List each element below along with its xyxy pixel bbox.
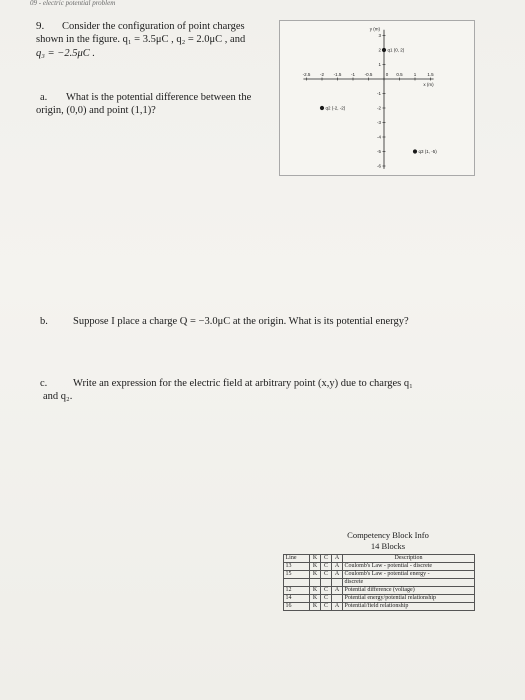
table-row: [284, 603, 475, 611]
row-c: C: [321, 587, 332, 595]
x-tick-label: 1.5: [427, 72, 434, 77]
row-a: A: [332, 563, 343, 571]
x-tick-label: -0.5: [364, 72, 373, 77]
competency-title: Competency Block Info: [347, 530, 429, 540]
competency-header-row: [284, 555, 475, 563]
row-a: A: [332, 571, 343, 579]
row-description: Coulomb's Law - potential - discrete: [343, 563, 475, 571]
row-c: C: [321, 563, 332, 571]
row-k: K: [310, 563, 321, 571]
charge-point-2: [320, 106, 324, 110]
problem-number: 9.: [36, 20, 45, 32]
x-axis-label: x (m): [423, 82, 434, 87]
row-description: Coulomb's Law - potential energy -: [343, 571, 475, 579]
y-tick-label: -4: [376, 134, 381, 140]
y-tick-label: 2: [378, 47, 381, 53]
part-c-label: c.: [40, 378, 48, 389]
table-row: [284, 563, 475, 571]
row-c: C: [321, 571, 332, 579]
x-tick-label: -2: [319, 72, 325, 77]
row-line: 15: [284, 571, 310, 579]
graph-svg: [280, 21, 474, 175]
row-c: C: [321, 603, 332, 611]
row-a: A: [332, 587, 343, 595]
row-k: [310, 579, 321, 587]
header-k: K: [310, 555, 321, 563]
table-row: [284, 579, 475, 587]
page-header-fragment: 09 - electric potential problem: [30, 0, 116, 7]
part-c-line2: and q₂.: [43, 391, 73, 402]
y-axis-label: y (m): [369, 26, 380, 32]
charge-configuration-graph: [279, 20, 475, 176]
y-tick-label: 3: [378, 33, 381, 38]
problem-intro-line1: Consider the configuration of point charges: [62, 21, 245, 32]
row-line: [284, 579, 310, 587]
row-description: Potential energy/potential relationship: [343, 595, 475, 603]
y-tick-label: -5: [376, 149, 381, 154]
header-a: A: [332, 555, 343, 563]
row-line: 16: [284, 603, 310, 611]
x-tick-label: 0.5: [396, 72, 403, 77]
charge-label-2: q2 (-2, -2): [325, 105, 346, 111]
row-k: K: [310, 571, 321, 579]
row-a: [332, 595, 343, 603]
row-description: discrete: [343, 579, 475, 587]
y-tick-label: -3: [376, 120, 381, 125]
x-tick-label: 1: [413, 72, 417, 77]
part-b-text: Suppose I place a charge Q = −3.0μC at the origin. What is its potential energy?: [73, 316, 409, 327]
problem-intro-line3: q₃ = −2.5μC .: [36, 48, 95, 59]
part-a-label: a.: [40, 92, 48, 103]
part-b-label: b.: [40, 316, 48, 327]
x-tick-label: -2.5: [302, 72, 311, 77]
header-line: Line: [284, 555, 310, 563]
table-row: [284, 595, 475, 603]
part-c-line1: Write an expression for the electric field at arbitrary point (x,y) due to charges q₁: [73, 378, 413, 389]
row-c: C: [321, 595, 332, 603]
row-k: K: [310, 595, 321, 603]
competency-subtitle: 14 Blocks: [370, 541, 406, 551]
row-c: [321, 579, 332, 587]
row-description: Potential/field relationship: [343, 603, 475, 611]
row-k: K: [310, 587, 321, 595]
part-a-line2: origin, (0,0) and point (1,1)?: [36, 105, 156, 116]
row-line: 12: [284, 587, 310, 595]
row-k: K: [310, 603, 321, 611]
charge-point-3: [413, 149, 417, 153]
row-line: 14: [284, 595, 310, 603]
x-tick-label: -1.5: [333, 72, 342, 77]
table-row: [284, 587, 475, 595]
row-line: 13: [284, 563, 310, 571]
competency-table: [283, 554, 475, 611]
y-tick-label: -6: [376, 163, 381, 169]
x-tick-label: 0: [385, 72, 389, 77]
header-description: Description: [343, 555, 475, 563]
problem-intro-line2: shown in the figure. q₁ = 3.5μC , q₂ = 2.0μC , and: [36, 34, 246, 45]
charge-point-1: [382, 48, 386, 52]
charge-label-1: q1 (0, 2): [387, 47, 405, 53]
x-tick-label: -1: [350, 72, 356, 77]
y-tick-label: -2: [376, 105, 381, 111]
row-a: A: [332, 603, 343, 611]
y-tick-label: -1: [376, 91, 381, 96]
y-tick-label: 1: [378, 62, 381, 67]
part-a-line1: What is the potential difference between the: [66, 92, 252, 103]
row-description: Potential difference (voltage): [343, 587, 475, 595]
charge-label-3: q3 (1, -5): [418, 149, 437, 154]
table-row: [284, 571, 475, 579]
row-a: [332, 579, 343, 587]
header-c: C: [321, 555, 332, 563]
